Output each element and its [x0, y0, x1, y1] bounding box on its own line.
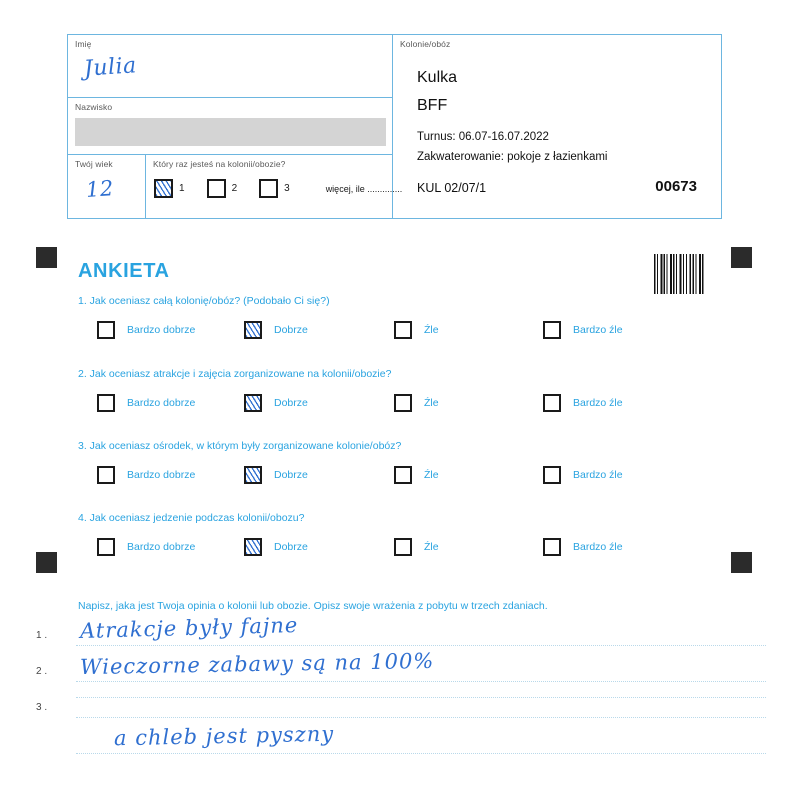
opinion-line-2[interactable]	[36, 648, 766, 690]
opinion-line-2-rule	[76, 681, 766, 682]
q2-label-3: Bardzo źle	[573, 397, 623, 409]
registration-mark-top-left	[36, 247, 57, 268]
q1-label-1: Dobrze	[274, 324, 308, 336]
q2-checkbox-1[interactable]	[244, 394, 262, 412]
registration-mark-top-right	[731, 247, 752, 268]
times-more-label: więcej, ile ..............	[325, 183, 403, 194]
opinion-line-1-rule	[76, 645, 766, 646]
q4-label-3: Bardzo źle	[573, 541, 623, 553]
q1-option-bardzo-dobrze[interactable]	[97, 321, 195, 339]
opinion-lines	[36, 612, 766, 762]
question-4	[78, 512, 718, 562]
q3-label-0: Bardzo dobrze	[127, 469, 196, 481]
opinion-line-2-number: 2 .	[36, 666, 48, 677]
q1-label-3: Bardzo źle	[573, 324, 623, 336]
times-checkbox-2[interactable]	[207, 179, 226, 198]
opinion-line-3[interactable]	[36, 690, 766, 726]
question-3	[78, 440, 718, 490]
age-label: Twój wiek	[75, 159, 113, 169]
opinion-line-1-number: 1 .	[36, 630, 48, 641]
q2-checkbox-3[interactable]	[543, 394, 561, 412]
q4-checkbox-2[interactable]	[394, 538, 412, 556]
camp-name: Kulka	[417, 69, 458, 86]
times-number-2: 2	[231, 183, 238, 194]
times-attended-options	[154, 179, 402, 198]
q1-checkbox-3[interactable]	[543, 321, 561, 339]
q3-label-3: Bardzo źle	[573, 469, 623, 481]
camp-label: Kolonie/obóz	[400, 39, 451, 49]
opinion-line-4[interactable]	[36, 721, 766, 762]
opinion-line-1-text: Atrakcje były fajne	[79, 612, 299, 644]
opinion-line-3-rule	[76, 717, 766, 718]
registration-mark-bottom-right	[731, 552, 752, 573]
q4-option-zle[interactable]	[394, 538, 439, 556]
q4-checkbox-0[interactable]	[97, 538, 115, 556]
times-checkbox-1[interactable]	[154, 179, 173, 198]
q3-checkbox-3[interactable]	[543, 466, 561, 484]
q3-option-dobrze[interactable]	[244, 466, 308, 484]
q3-checkbox-2[interactable]	[394, 466, 412, 484]
question-3-options	[78, 466, 718, 490]
q2-label-0: Bardzo dobrze	[127, 397, 196, 409]
q1-checkbox-0[interactable]	[97, 321, 115, 339]
q1-option-dobrze[interactable]	[244, 321, 308, 339]
q1-option-zle[interactable]	[394, 321, 439, 339]
question-4-options	[78, 538, 718, 562]
times-checkbox-3[interactable]	[259, 179, 278, 198]
camp-number: 00673	[655, 178, 697, 195]
q3-option-zle[interactable]	[394, 466, 439, 484]
q4-option-bardzo-zle[interactable]	[543, 538, 623, 556]
q2-option-zle[interactable]	[394, 394, 439, 412]
q3-option-bardzo-zle[interactable]	[543, 466, 623, 484]
q3-checkbox-0[interactable]	[97, 466, 115, 484]
q3-checkbox-1[interactable]	[244, 466, 262, 484]
opinion-line-4-rule	[76, 753, 766, 754]
field-age[interactable]	[68, 155, 146, 218]
camp-group: BFF	[417, 97, 448, 114]
times-attended-label: Który raz jesteś na kolonii/obozie?	[153, 159, 286, 169]
times-number-1: 1	[179, 183, 185, 194]
header-bottom-row	[68, 155, 403, 218]
q3-option-bardzo-dobrze[interactable]	[97, 466, 195, 484]
question-1-text: 1. Jak oceniasz całą kolonię/obóz? (Podobało Ci się?)	[78, 295, 330, 307]
q2-label-2: Źle	[424, 397, 439, 409]
opinion-line-4-text: a chleb jest pyszny	[113, 721, 335, 751]
times-number-3: 3	[284, 183, 290, 194]
q3-label-2: Źle	[424, 469, 439, 481]
q2-option-bardzo-zle[interactable]	[543, 394, 623, 412]
opinion-line-3-rule-top	[76, 697, 766, 698]
question-2-text: 2. Jak oceniasz atrakcje i zajęcia zorganizowane na kolonii/obozie?	[78, 368, 392, 380]
q4-label-1: Dobrze	[274, 541, 308, 553]
header-camp-info	[393, 35, 721, 218]
camp-accommodation: Zakwaterowanie: pokoje z łazienkami	[417, 151, 608, 163]
q2-option-dobrze[interactable]	[244, 394, 308, 412]
first-name-label: Imię	[75, 39, 92, 49]
last-name-label: Nazwisko	[75, 102, 113, 112]
age-value: 12	[85, 176, 115, 202]
q4-checkbox-3[interactable]	[543, 538, 561, 556]
question-1-options	[78, 321, 718, 345]
q1-label-2: Źle	[424, 324, 439, 336]
camp-code: KUL 02/07/1	[417, 181, 487, 195]
q4-option-bardzo-dobrze[interactable]	[97, 538, 195, 556]
q4-label-2: Źle	[424, 541, 439, 553]
header-form	[67, 34, 722, 219]
question-4-text: 4. Jak oceniasz jedzenie podczas kolonii/obozu?	[78, 512, 305, 524]
camp-turnus: Turnus: 06.07-16.07.2022	[417, 131, 549, 143]
q4-label-0: Bardzo dobrze	[127, 541, 196, 553]
question-2-options	[78, 394, 718, 418]
question-3-text: 3. Jak oceniasz ośrodek, w którym były zorganizowane kolonie/obóz?	[78, 440, 402, 452]
q1-checkbox-1[interactable]	[244, 321, 262, 339]
opinion-line-3-number: 3 .	[36, 702, 48, 713]
q1-checkbox-2[interactable]	[394, 321, 412, 339]
q4-checkbox-1[interactable]	[244, 538, 262, 556]
q3-label-1: Dobrze	[274, 469, 308, 481]
registration-mark-bottom-left	[36, 552, 57, 573]
question-2	[78, 368, 718, 418]
q2-label-1: Dobrze	[274, 397, 308, 409]
q4-option-dobrze[interactable]	[244, 538, 308, 556]
barcode	[654, 254, 704, 294]
first-name-value: Julia	[83, 53, 138, 82]
field-times-attended	[146, 155, 403, 218]
q2-checkbox-2[interactable]	[394, 394, 412, 412]
q2-option-bardzo-dobrze[interactable]	[97, 394, 195, 412]
field-last-name[interactable]	[68, 98, 392, 155]
q1-option-bardzo-zle[interactable]	[543, 321, 623, 339]
opinion-line-2-text: Wieczorne zabawy są na 100%	[79, 648, 435, 680]
header-left-column	[68, 35, 403, 218]
opinion-prompt: Napisz, jaka jest Twoja opinia o kolonii lub obozie. Opisz swoje wrażenia z pobytu w trzech zdaniach.	[78, 600, 548, 612]
question-1	[78, 295, 718, 345]
field-first-name[interactable]	[68, 35, 392, 98]
page-title: ANKIETA	[78, 260, 170, 282]
q1-label-0: Bardzo dobrze	[127, 324, 196, 336]
q2-checkbox-0[interactable]	[97, 394, 115, 412]
last-name-redaction	[75, 118, 386, 146]
